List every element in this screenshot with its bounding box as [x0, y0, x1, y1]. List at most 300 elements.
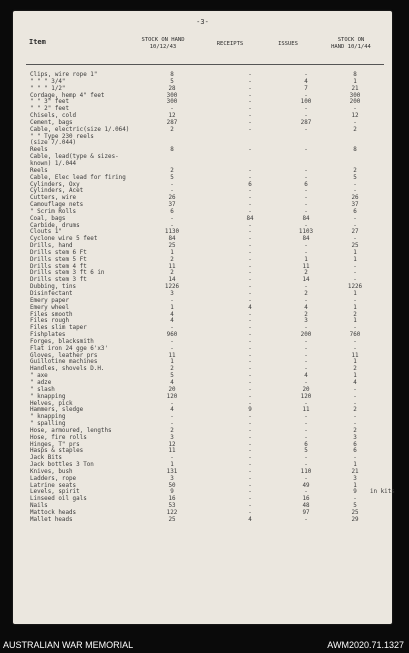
issues-cell: 110 — [300, 468, 312, 475]
header-receipts: RECEIPTS — [216, 41, 244, 47]
table-row — [13, 182, 392, 189]
stock-closing-cell: - — [353, 181, 357, 188]
stock-closing-cell: - — [353, 188, 357, 195]
stock-closing-cell: 2 — [353, 126, 357, 133]
issues-cell: 6 — [304, 441, 308, 448]
receipts-cell: - — [248, 455, 252, 462]
stock-closing-cell: 2 — [353, 366, 357, 373]
item-name-cell: Reels — [30, 147, 48, 154]
stock-closing-cell: 2 — [353, 407, 357, 414]
stock-closing-cell: 37 — [351, 202, 359, 209]
issues-cell: 7 — [304, 85, 308, 92]
receipts-cell: - — [248, 208, 252, 215]
issues-cell: 2 — [304, 311, 308, 318]
issues-cell: 120 — [300, 393, 312, 400]
stock-opening-cell: 5 — [170, 174, 174, 181]
item-name-cell: " knapping — [30, 414, 66, 421]
item-name-cell: Cylinders, Oxy — [30, 181, 80, 188]
receipts-cell: 4 — [248, 516, 252, 523]
issues-cell: 2 — [304, 291, 308, 297]
table-row — [13, 188, 392, 195]
receipts-cell: - — [248, 92, 252, 99]
stock-closing-cell: - — [353, 414, 357, 421]
stock-closing-cell: - — [353, 338, 357, 345]
stock-closing-cell: 1 — [353, 373, 357, 380]
stock-closing-cell: 3 — [353, 475, 357, 482]
item-name-cell: " spalling — [30, 421, 66, 428]
item-name-cell: Levels, spirit — [30, 489, 80, 496]
stock-closing-cell: 4 — [353, 379, 357, 386]
stock-closing-cell: - — [353, 345, 357, 352]
issues-cell: 14 — [302, 277, 310, 284]
item-name-cell: Hammers, sledge — [30, 407, 84, 414]
stock-closing-cell: 2 — [353, 427, 357, 434]
issues-cell: 11 — [302, 407, 310, 414]
item-name-cell: Knives, bush — [30, 468, 73, 475]
item-name-cell: Mallet heads — [30, 516, 73, 523]
table-row — [13, 489, 395, 496]
issues-cell: 4 — [304, 304, 308, 311]
issues-cell: 287 — [300, 119, 312, 126]
item-name-cell: Cylinders, Acet — [30, 188, 84, 195]
stock-closing-cell: 300 — [349, 92, 361, 99]
stock-closing-cell: 6 — [353, 208, 357, 215]
issues-cell: - — [304, 345, 308, 352]
table-row — [13, 250, 392, 257]
issues-cell: - — [304, 462, 308, 469]
receipts-cell: 4 — [248, 304, 252, 311]
stock-opening-cell: 3 — [170, 475, 174, 482]
stock-opening-cell: 4 — [170, 407, 174, 414]
item-name-cell: Clouts 1" — [30, 229, 62, 236]
receipts-cell: - — [248, 386, 252, 393]
table-row — [13, 161, 392, 168]
stock-opening-cell: 53 — [168, 503, 176, 510]
receipts-cell: - — [248, 366, 252, 373]
stock-closing-cell: 21 — [351, 468, 359, 475]
stock-closing-cell: 12 — [351, 113, 359, 120]
item-name-cell: Dubbing, tins — [30, 284, 77, 291]
item-name-cell: Jack bottles 3 Ton — [30, 462, 94, 469]
stock-closing-cell: - — [353, 455, 357, 462]
table-row — [13, 455, 392, 462]
page-number: -3- — [196, 18, 209, 26]
stock-opening-cell: - — [170, 297, 174, 304]
table-row — [13, 134, 392, 141]
receipts-cell: - — [248, 297, 252, 304]
item-name-cell: Guillotine machines — [30, 359, 98, 366]
item-name-cell: Hinges, T" prs — [30, 441, 80, 448]
table-row — [13, 483, 392, 490]
stock-opening-cell: - — [170, 421, 174, 428]
stock-closing-cell: 1 — [353, 462, 357, 469]
stock-opening-cell: 8 — [170, 72, 174, 78]
stock-closing-cell: 5 — [353, 503, 357, 510]
receipts-cell: - — [248, 325, 252, 332]
issues-cell: - — [304, 126, 308, 133]
receipts-cell: - — [248, 119, 252, 126]
item-name-cell: Cutters, wire — [30, 195, 77, 202]
header-rule — [26, 64, 384, 65]
stock-opening-cell: 300 — [166, 99, 178, 106]
issues-cell: - — [304, 106, 308, 113]
item-name-cell: Helves, pick — [30, 400, 73, 407]
item-name-cell: " slash — [30, 386, 55, 393]
receipts-cell: - — [248, 475, 252, 482]
item-name-cell: Drills stem 4 ft — [30, 263, 87, 270]
item-name-cell: " adze — [30, 379, 52, 386]
stock-closing-cell: - — [353, 236, 357, 243]
issues-cell: - — [304, 516, 308, 523]
stock-closing-cell: - — [353, 393, 357, 400]
issues-cell: - — [304, 243, 308, 250]
table-row — [13, 366, 392, 373]
receipts-cell: - — [248, 462, 252, 469]
issues-cell: 1 — [304, 256, 308, 263]
stock-closing-cell: 8 — [353, 72, 357, 78]
item-name-cell: Files slim taper — [30, 325, 87, 332]
header-stock-closing — [313, 37, 389, 51]
stock-opening-cell: - — [170, 338, 174, 345]
table-row — [13, 79, 392, 86]
stock-closing-cell: 1 — [353, 482, 357, 489]
item-name-cell: Coal, bags — [30, 215, 66, 222]
table-row — [13, 270, 392, 277]
header-stock-opening — [123, 37, 203, 51]
stock-opening-cell: 16 — [168, 496, 176, 503]
stock-closing-cell: 6 — [353, 448, 357, 455]
table-row — [13, 257, 392, 264]
stock-closing-cell: 9 — [353, 489, 357, 496]
receipts-cell: - — [248, 359, 252, 366]
stock-opening-cell: 4 — [170, 311, 174, 318]
issues-cell: - — [304, 427, 308, 434]
table-row — [13, 140, 392, 147]
issues-cell: - — [304, 297, 308, 304]
issues-cell: - — [304, 249, 308, 256]
institution-label: AUSTRALIAN WAR MEMORIAL — [3, 640, 134, 650]
stock-opening-cell: - — [170, 215, 174, 222]
receipts-cell: - — [248, 229, 252, 236]
issues-cell: - — [304, 400, 308, 407]
item-name-cell: Handles, shovels D.H. — [30, 366, 105, 373]
receipts-cell: - — [248, 236, 252, 243]
table-row — [13, 469, 392, 476]
receipts-cell: 6 — [248, 181, 252, 188]
stock-closing-cell: 11 — [351, 352, 359, 359]
stock-opening-cell: 50 — [168, 482, 176, 489]
item-name-cell: Clips, wire rope 1" — [30, 72, 98, 78]
receipts-cell: - — [248, 249, 252, 256]
table-row — [13, 332, 392, 339]
receipts-cell: - — [248, 188, 252, 195]
stock-closing-cell: 8 — [353, 147, 357, 154]
receipts-cell: - — [248, 126, 252, 133]
receipts-cell: 84 — [246, 215, 254, 222]
stock-opening-cell: 1130 — [164, 229, 180, 236]
issues-cell: - — [304, 284, 308, 291]
item-name-cell: " " " 3/4" — [30, 78, 66, 85]
issues-cell: - — [304, 359, 308, 366]
issues-cell: - — [304, 208, 308, 215]
stock-closing-cell: 29 — [351, 516, 359, 523]
receipts-cell: - — [248, 270, 252, 277]
stock-closing-cell: 21 — [351, 85, 359, 92]
receipts-cell: - — [248, 379, 252, 386]
receipts-cell: - — [248, 332, 252, 339]
stock-table — [13, 72, 395, 524]
table-row — [13, 305, 392, 312]
table-row — [13, 209, 392, 216]
stock-opening-cell: - — [170, 400, 174, 407]
stock-opening-cell: 287 — [166, 119, 178, 126]
receipts-cell: - — [248, 291, 252, 297]
issues-cell: 49 — [302, 482, 310, 489]
stock-opening-cell: 1 — [170, 359, 174, 366]
receipts-cell: - — [248, 106, 252, 113]
table-row — [13, 291, 392, 298]
document-page — [13, 11, 395, 624]
issues-cell: - — [304, 421, 308, 428]
table-row — [13, 476, 392, 483]
issues-cell: - — [304, 489, 308, 496]
table-row — [13, 147, 392, 154]
table-row — [13, 86, 392, 93]
issues-cell: 1103 — [298, 229, 314, 236]
table-row — [13, 202, 392, 209]
issues-cell: - — [304, 352, 308, 359]
receipts-cell: - — [248, 311, 252, 318]
issues-cell: - — [304, 147, 308, 154]
footer — [0, 638, 409, 653]
issues-cell: - — [304, 202, 308, 209]
table-row — [13, 195, 392, 202]
issues-cell: - — [304, 434, 308, 441]
item-name-cell: Hose, fire rolls — [30, 434, 87, 441]
issues-cell: 2 — [304, 270, 308, 277]
table-row — [13, 175, 392, 182]
table-row — [13, 312, 392, 319]
issues-cell: 84 — [302, 236, 310, 243]
issues-cell: 48 — [302, 503, 310, 510]
table-row — [13, 496, 392, 503]
receipts-cell: - — [248, 85, 252, 92]
stock-closing-cell: 1 — [353, 359, 357, 366]
item-name-cell: Jack Bits — [30, 455, 62, 462]
table-row — [13, 93, 392, 100]
stock-closing-cell: - — [353, 270, 357, 277]
item-name-cell: Drills stem 5 Ft — [30, 256, 87, 263]
table-row — [13, 72, 392, 79]
receipts-cell: - — [248, 503, 252, 510]
receipts-cell: - — [248, 72, 252, 78]
table-row — [13, 407, 392, 414]
stock-closing-cell: 1 — [353, 249, 357, 256]
stock-opening-cell: - — [170, 345, 174, 352]
table-row — [13, 373, 392, 380]
item-name-cell: Chisels, cold — [30, 113, 77, 120]
table-row — [13, 380, 392, 387]
table-row — [13, 127, 392, 134]
item-name-cell: Drills, hand — [30, 243, 73, 250]
note-cell: in kits — [370, 489, 395, 496]
item-name-cell: Fishplates — [30, 332, 66, 339]
item-name-cell: Flat iron 24 gge 6'x3' — [30, 345, 109, 352]
receipts-cell: - — [248, 468, 252, 475]
stock-closing-cell: - — [353, 421, 357, 428]
issues-cell: 3 — [304, 318, 308, 325]
issues-cell: - — [304, 455, 308, 462]
receipts-cell: - — [248, 99, 252, 106]
stock-closing-cell: 1226 — [347, 284, 363, 291]
item-name-cell: Carbide, drums — [30, 222, 80, 229]
receipts-cell: - — [248, 113, 252, 120]
receipts-cell: - — [248, 195, 252, 202]
table-row — [13, 421, 392, 428]
column-header — [13, 37, 392, 63]
issues-cell: 6 — [304, 181, 308, 188]
table-row — [13, 284, 392, 291]
receipts-cell: - — [248, 318, 252, 325]
stock-opening-cell: 11 — [168, 448, 176, 455]
receipts-cell: - — [248, 441, 252, 448]
item-name-cell: " " " 1/2" — [30, 85, 66, 92]
table-row — [13, 359, 392, 366]
stock-opening-cell: 2 — [170, 366, 174, 373]
receipts-cell: - — [248, 284, 252, 291]
stock-opening-cell: 28 — [168, 85, 176, 92]
stock-closing-cell: 5 — [353, 174, 357, 181]
receipts-cell: - — [248, 489, 252, 496]
stock-opening-cell: 14 — [168, 277, 176, 284]
issues-cell: 5 — [304, 448, 308, 455]
issues-cell: - — [304, 366, 308, 373]
table-row — [13, 346, 392, 353]
table-row — [13, 264, 392, 271]
stock-opening-cell: 5 — [170, 373, 174, 380]
issues-cell: - — [304, 188, 308, 195]
table-row — [13, 229, 392, 236]
stock-opening-cell: 1 — [170, 304, 174, 311]
stock-opening-cell: 3 — [170, 291, 174, 297]
table-row — [13, 223, 392, 230]
issues-cell: - — [304, 72, 308, 78]
item-name-cell: " " 3" feet — [30, 99, 70, 106]
stock-opening-cell: 122 — [166, 510, 178, 516]
receipts-cell: - — [248, 352, 252, 359]
item-name-cell: " " 2" feet — [30, 106, 70, 113]
table-row — [13, 168, 392, 175]
item-name-cell: " Scrim Rolls — [30, 208, 77, 215]
table-row — [13, 325, 392, 332]
receipts-cell: - — [248, 427, 252, 434]
header-stock-opening-line1: STOCK ON HAND — [141, 37, 185, 43]
stock-opening-cell: 26 — [168, 195, 176, 202]
item-name-cell: Mattock heads — [30, 510, 77, 516]
issues-cell: - — [304, 113, 308, 120]
item-name-cell: Emery wheel — [30, 304, 70, 311]
item-name-cell: Files rough — [30, 318, 70, 325]
item-name-cell: Camouflage nets — [30, 202, 84, 209]
issues-cell: - — [304, 414, 308, 421]
table-row — [13, 387, 392, 394]
issues-cell: - — [304, 338, 308, 345]
stock-closing-cell: 1 — [353, 78, 357, 85]
item-name-cell: Drills stem 3 ft 6 in — [30, 270, 105, 277]
table-row — [13, 442, 392, 449]
table-row — [13, 298, 392, 305]
stock-opening-cell: 2 — [170, 427, 174, 434]
receipts-cell: - — [248, 373, 252, 380]
stock-opening-cell: 6 — [170, 208, 174, 215]
stock-closing-cell: - — [353, 400, 357, 407]
stock-opening-cell: 84 — [168, 236, 176, 243]
table-row — [13, 517, 392, 524]
item-name-cell: Ladders, rope — [30, 475, 77, 482]
stock-opening-cell: 960 — [166, 332, 178, 339]
receipts-cell: - — [248, 421, 252, 428]
table-row — [13, 277, 392, 284]
receipts-cell: - — [248, 167, 252, 174]
item-name-cell: " knapping — [30, 393, 66, 400]
issues-cell: 4 — [304, 78, 308, 85]
table-row — [13, 394, 392, 401]
stock-closing-cell: - — [353, 263, 357, 270]
item-name-cell: Emery paper — [30, 297, 70, 304]
stock-closing-cell: 2 — [353, 167, 357, 174]
stock-closing-cell: - — [353, 277, 357, 284]
stock-opening-cell: 1 — [170, 462, 174, 469]
stock-closing-cell: 6 — [353, 441, 357, 448]
issues-cell: - — [304, 475, 308, 482]
receipts-cell: - — [248, 202, 252, 209]
item-name-cell: " " Type 230 reels — [30, 133, 94, 140]
item-name-cell: Cable, lead(type & sizes- — [30, 154, 119, 161]
header-stock-closing-line1: STOCK ON — [337, 37, 365, 43]
stock-opening-cell: 2 — [170, 256, 174, 263]
issues-cell: 200 — [300, 332, 312, 339]
stock-closing-cell: - — [353, 325, 357, 332]
receipts-cell: - — [248, 510, 252, 516]
stock-opening-cell: 300 — [166, 92, 178, 99]
stock-opening-cell: 25 — [168, 516, 176, 523]
receipts-cell: - — [248, 277, 252, 284]
stock-opening-cell: 5 — [170, 78, 174, 85]
item-name-cell: Hose, armoured, lengths — [30, 427, 112, 434]
item-name-cell: Gloves, leather prs — [30, 352, 98, 359]
stock-opening-cell: 25 — [168, 243, 176, 250]
table-row — [13, 510, 392, 517]
stock-opening-cell: - — [170, 181, 174, 188]
item-name-cell: Drills stem 3 ft — [30, 277, 87, 284]
stock-closing-cell: - — [353, 106, 357, 113]
table-row — [13, 113, 392, 120]
stock-opening-cell: 4 — [170, 379, 174, 386]
receipts-cell: - — [248, 448, 252, 455]
item-name-cell: Latrine seats — [30, 482, 77, 489]
table-row — [13, 106, 392, 113]
receipts-cell: - — [248, 147, 252, 154]
stock-closing-cell: 1 — [353, 318, 357, 325]
stock-opening-cell: - — [170, 325, 174, 332]
stock-closing-cell: 760 — [349, 332, 361, 339]
item-name-cell: Cyclone wire 5 feet — [30, 236, 98, 243]
stock-opening-cell: - — [170, 455, 174, 462]
receipts-cell: - — [248, 414, 252, 421]
stock-closing-cell: 1 — [353, 304, 357, 311]
table-row — [13, 99, 392, 106]
stock-closing-cell: 25 — [351, 243, 359, 250]
